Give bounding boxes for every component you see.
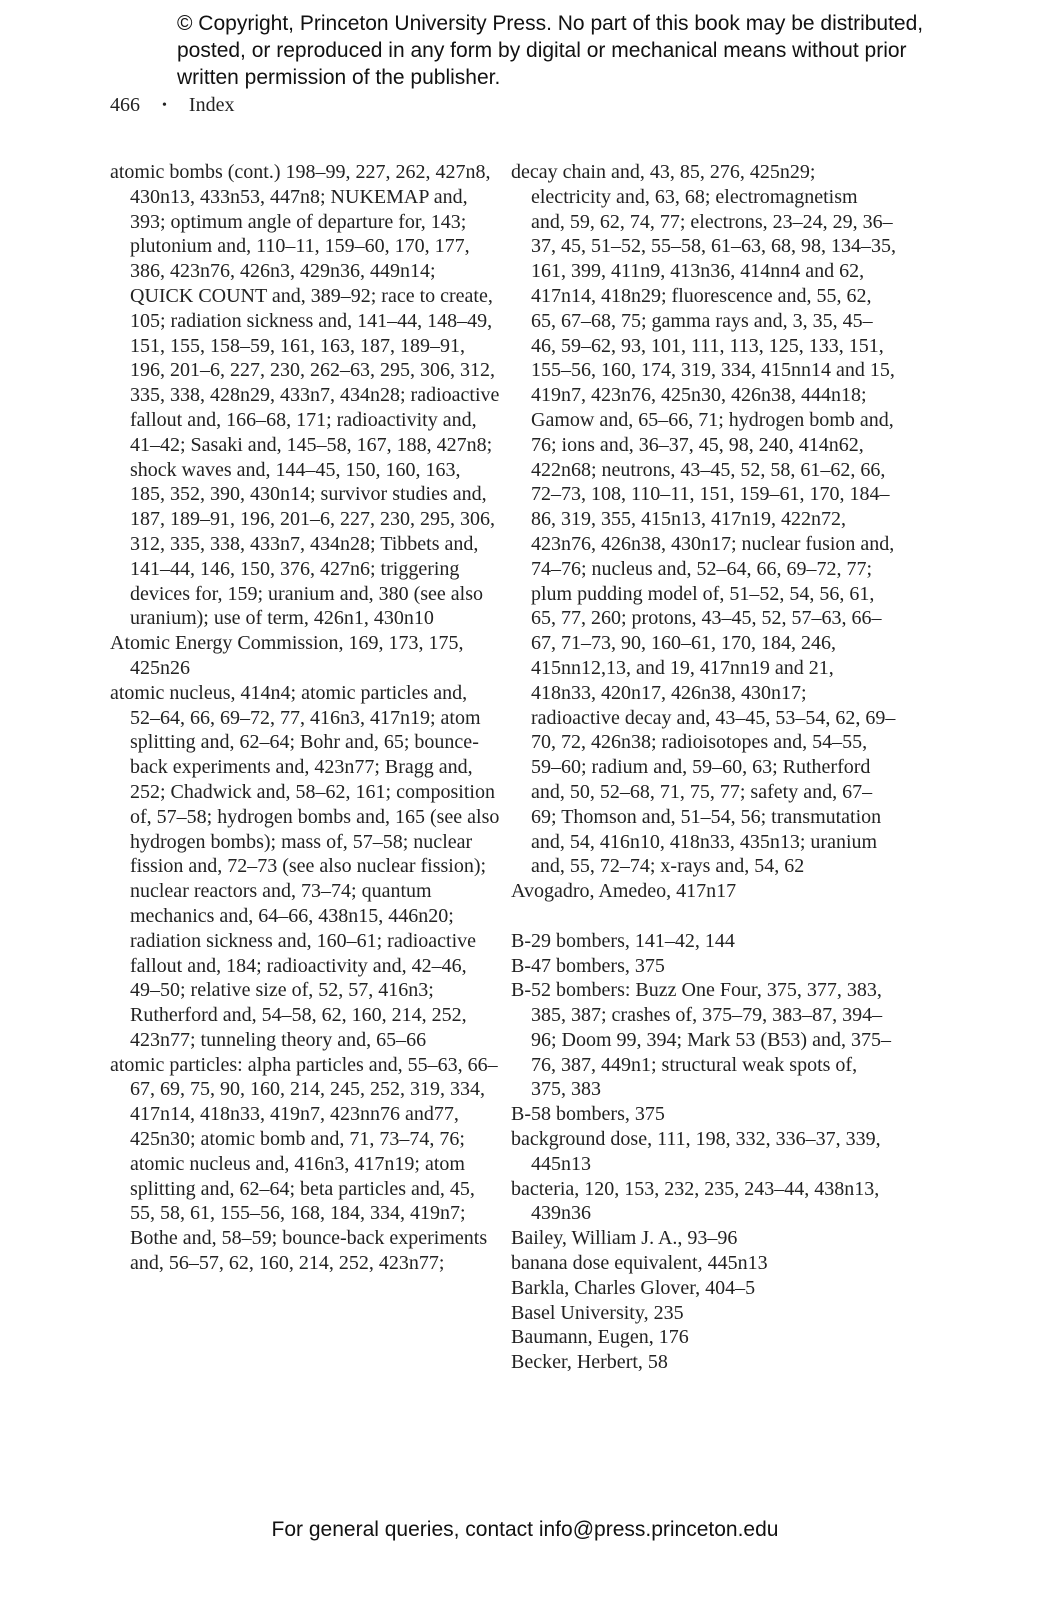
index-entry: B-29 bombers, 141–42, 144 <box>511 929 735 952</box>
index-entry: Barkla, Charles Glover, 404–5 <box>511 1276 756 1299</box>
index-entry: banana dose equivalent, 445n13 <box>511 1252 768 1275</box>
index-entry: background dose, 111, 198, 332, 336–37, 339, 445n13 <box>511 1128 881 1175</box>
index-entry: Baumann, Eugen, 176 <box>511 1326 689 1349</box>
index-entry: Becker, Herbert, 58 <box>511 1351 668 1374</box>
bullet-separator: • <box>162 97 167 113</box>
index-column-left <box>110 160 500 1276</box>
page-number: 466 <box>110 94 140 116</box>
index-entry: B-47 bombers, 375 <box>511 954 665 977</box>
running-head <box>110 94 234 117</box>
index-entry: B-52 bombers: Buzz One Four, 375, 377, 383, 385, 387; crashes of, 375–79, 383–87, 394–96; Doom 99, 394; Mark 53 (B53) and, 375–76, 387, 449n1; structural weak spots of, 375, 383 <box>511 979 891 1101</box>
index-column-right <box>511 160 896 1375</box>
index-entry: Bailey, William J. A., 93–96 <box>511 1227 738 1250</box>
footer-contact: For general queries, contact info@press.princeton.edu <box>271 1518 779 1541</box>
index-entry: decay chain and, 43, 85, 276, 425n29; electricity and, 63, 68; electromagnetism and, 59, 62, 74, 77; electrons, 23–24, 29, 36–37, 45, 51–52, 55–58, 61–63, 68, 98, 134–35, 161, 399, 411n9, 413n36, 414nn4 and 62, 417n14, 418n29; fluorescence and, 55, 62, 65, 67–68, 75; gamma rays and, 3, 35, 45–46, 59–62, 93, 101, 111, 113, 125, 133, 151, 155–56, 160, 174, 319, 334, 415nn14 and 15, 419n7, 423n76, 425n30, 426n38, 444n18; Gamow and, 65–66, 71; hydrogen bomb and, 76; ions and, 36–37, 45, 98, 240, 414n62, 422n68; neutrons, 43–45, 52, 58, 61–62, 66, 72–73, 108, 110–11, 151, 159–61, 170, 184–86, 319, 355, 415n13, 417n19, 422n72, 423n76, 426n38, 430n17; nuclear fusion and, 74–76; nucleus and, 52–64, 66, 69–72, 77; plum pudding model of, 51–52, 54, 56, 61, 65, 77, 260; protons, 43–45, 52, 57–63, 66–67, 71–73, 90, 160–61, 170, 184, 246, 415nn12,13, and 19, 417nn19 and 21, 418n33, 420n17, 426n38, 430n17; radioactive decay and, 43–45, 53–54, 62, 69–70, 72, 426n38; radioisotopes and, 54–55, 59–60; radium and, 59–60, 63; Rutherford and, 50, 52–68, 71, 75, 77; safety and, 67–69; Thomson and, 51–54, 56; transmutation and, 54, 416n10, 418n33, 435n13; uranium and, 55, 72–74; x-rays and, 54, 62 <box>511 161 896 878</box>
copyright-notice: © Copyright, Princeton University Press. No part of this book may be distributed, posted, or reproduced in any form by digital or mechanical means without prior written permission of the publisher. <box>177 12 924 89</box>
index-entry: atomic bombs (cont.) 198–99, 227, 262, 427n8, 430n13, 433n53, 447n8; NUKEMAP and, 393; optimum angle of departure for, 143; plutonium and, 110–11, 159–60, 170, 177, 386, 423n76, 426n3, 429n36, 449n14; QUICK COUNT and, 389–92; race to create, 105; radiation sickness and, 141–44, 148–49, 151, 155, 158–59, 161, 163, 187, 189–91, 196, 201–6, 227, 230, 262–63, 295, 306, 312, 335, 338, 428n29, 433n7, 434n28; radioactive fallout and, 166–68, 171; radioactivity and, 41–42; Sasaki and, 145–58, 167, 188, 427n8; shock waves and, 144–45, 150, 160, 163, 185, 352, 390, 430n14; survivor studies and, 187, 189–91, 196, 201–6, 227, 230, 295, 306, 312, 335, 338, 433n7, 434n28; Tibbets and, 141–44, 146, 150, 376, 427n6; triggering devices for, 159; uranium and, 380 (see also uranium); use of term, 426n1, 430n10 <box>110 161 500 630</box>
section-title: Index <box>188 94 235 116</box>
index-entry: atomic particles: alpha particles and, 55–63, 66–67, 69, 75, 90, 160, 214, 245, 252, 319, 334, 417n14, 418n33, 419n7, 423nn76 and77, 425n30; atomic bomb and, 71, 73–74, 76; atomic nucleus and, 416n3, 417n19; atom splitting and, 62–64; beta particles and, 45, 55, 58, 61, 155–56, 168, 184, 334, 419n7; Bothe and, 58–59; bounce-back experiments and, 56–57, 62, 160, 214, 252, 423n77; <box>110 1053 498 1275</box>
letter-group-divider <box>511 904 896 929</box>
index-entry: atomic nucleus, 414n4; atomic particles and, 52–64, 66, 69–72, 77, 416n3, 417n19; atom splitting and, 62–64; Bohr and, 65; bounce-back experiments and, 423n77; Bragg and, 252; Chadwick and, 58–62, 161; composition of, 57–58; hydrogen bombs and, 165 (see also hydrogen bombs); mass of, 57–58; nuclear fission and, 72–73 (see also nuclear fission); nuclear reactors and, 73–74; quantum mechanics and, 64–66, 438n15, 446n20; radiation sickness and, 160–61; radioactive fallout and, 184; radioactivity and, 42–46, 49–50; relative size of, 52, 57, 416n3; Rutherford and, 54–58, 62, 160, 214, 252, 423n77; tunneling theory and, 65–66 <box>110 681 500 1051</box>
index-entry: bacteria, 120, 153, 232, 235, 243–44, 438n13, 439n36 <box>511 1177 880 1225</box>
index-entry: B-58 bombers, 375 <box>511 1103 665 1126</box>
index-entry: Basel University, 235 <box>511 1301 684 1324</box>
index-entry: Atomic Energy Commission, 169, 173, 175, 425n26 <box>110 632 464 679</box>
index-entry: Avogadro, Amedeo, 417n17 <box>511 880 737 903</box>
